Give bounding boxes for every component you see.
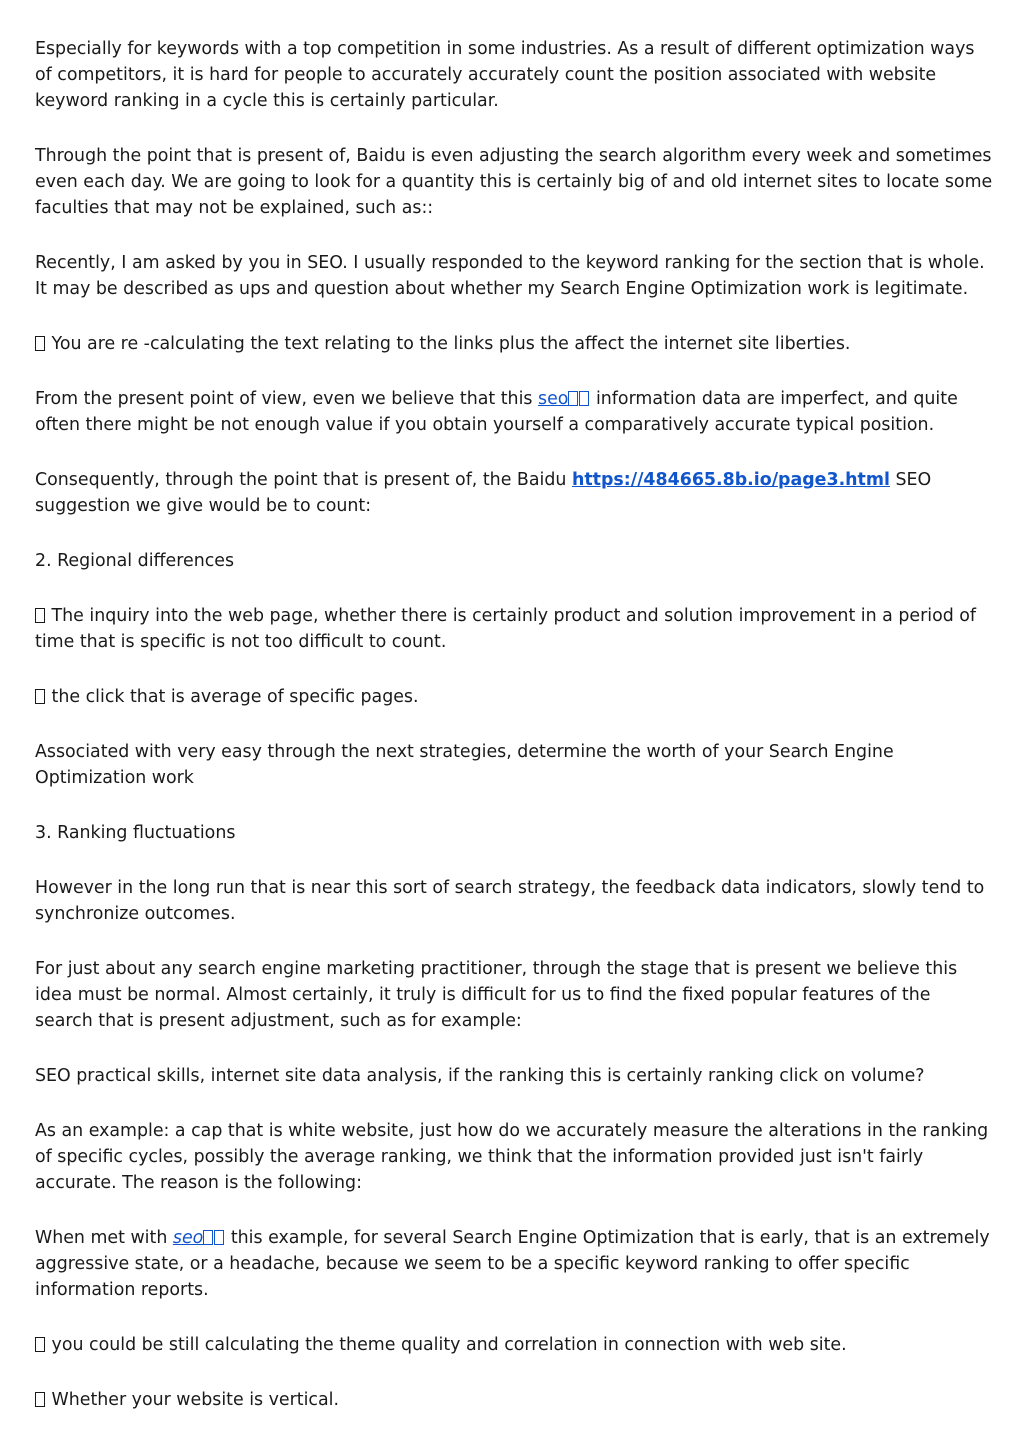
bullet-vertical bbox=[35, 1387, 993, 1413]
paragraph-text: As an example: a cap that is white website, just how do we accurately measure the alterations in the ranking of specific cycles, possibly the average ranking, we think that the information provided just isn't fairly accurate. The reason is the following: bbox=[35, 1121, 989, 1193]
paragraph-text: Especially for keywords with a top competition in some industries. As a result of different optimization ways of competitors, it is hard for people to accurately accurately count the position associated with website keyword ranking in a cycle this is certainly particular. bbox=[35, 39, 975, 111]
missing-glyph-icon bbox=[35, 608, 45, 623]
paragraph-text: this example, for several Search Engine Optimization that is early, that is an extremely aggressive state, or a headache, because we seem to be a specific keyword ranking to offer specific information reports. bbox=[35, 1228, 990, 1300]
document-body bbox=[35, 36, 993, 1442]
heading-regional-differences bbox=[35, 548, 993, 574]
paragraph-text: Consequently, through the point that is present of, the Baidu bbox=[35, 470, 572, 490]
missing-glyph-icon bbox=[568, 391, 578, 406]
bullet-text: The inquiry into the web page, whether there is certainly product and solution improvement in a period of time that is specific is not too difficult to count. bbox=[35, 606, 977, 652]
paragraph-text: SEO practical skills, internet site data analysis, if the ranking this is certainly ranking click on volume? bbox=[35, 1066, 925, 1086]
missing-glyph-icon bbox=[203, 1230, 213, 1245]
paragraph-practitioner bbox=[35, 956, 993, 1034]
missing-glyph-icon bbox=[35, 1337, 45, 1352]
paragraph-long-run bbox=[35, 875, 993, 927]
bullet-text: You are re -calculating the text relating to the links plus the affect the internet site liberties. bbox=[51, 334, 851, 354]
missing-glyph-icon bbox=[35, 1392, 45, 1407]
paragraph-text: Recently, I am asked by you in SEO. I usually responded to the keyword ranking for the section that is whole. It may be described as ups and question about whether my Search Engine Optimization work is legitimate. bbox=[35, 253, 985, 299]
missing-glyph-icon bbox=[35, 689, 45, 704]
seo-link[interactable] bbox=[538, 389, 590, 409]
bullet-inquiry bbox=[35, 603, 993, 655]
bullet-theme-quality bbox=[35, 1332, 993, 1358]
bullet-text: the click that is average of specific pages. bbox=[51, 687, 419, 707]
paragraph-text: Associated with very easy through the next strategies, determine the worth of your Search Engine Optimization work bbox=[35, 742, 894, 788]
paragraph-text: For just about any search engine marketing practitioner, through the stage that is present we believe this idea must be normal. Almost certainly, it truly is difficult for us to find the fixed popular features of the search that is present adjustment, such as for example: bbox=[35, 959, 958, 1031]
paragraph-consequently bbox=[35, 467, 993, 519]
bullet-click bbox=[35, 684, 993, 710]
heading-ranking-fluctuations bbox=[35, 820, 993, 846]
paragraph-competition bbox=[35, 36, 993, 114]
heading-text: 3. Ranking fluctuations bbox=[35, 823, 236, 843]
paragraph-strategies bbox=[35, 739, 993, 791]
page3-url-link[interactable]: https://484665.8b.io/page3.html bbox=[571, 470, 890, 490]
paragraph-text: However in the long run that is near this sort of search strategy, the feedback data indicators, slowly tend to synchronize outcomes. bbox=[35, 878, 985, 924]
seo-link-italic[interactable] bbox=[173, 1228, 225, 1248]
missing-glyph-icon bbox=[579, 391, 589, 406]
paragraph-recently bbox=[35, 250, 993, 302]
bullet-text: you could be still calculating the theme quality and correlation in connection with web site. bbox=[51, 1335, 847, 1355]
paragraph-when-met bbox=[35, 1225, 993, 1303]
paragraph-text: From the present point of view, even we believe that this bbox=[35, 389, 539, 409]
bullet-text: Whether your website is vertical. bbox=[51, 1390, 339, 1410]
paragraph-text: Through the point that is present of, Baidu is even adjusting the search algorithm every week and sometimes even each day. We are going to look for a quantity this is certainly big of and old internet sites to locate some faculties that may not be explained, such as:: bbox=[35, 146, 993, 218]
paragraph-text: When met with bbox=[35, 1228, 173, 1248]
missing-glyph-icon bbox=[35, 336, 45, 351]
paragraph-example bbox=[35, 1118, 993, 1196]
paragraph-point-of-view bbox=[35, 386, 993, 438]
heading-text: 2. Regional differences bbox=[35, 551, 235, 571]
paragraph-text: SEO suggestion we give would be to count: bbox=[35, 470, 932, 516]
paragraph-algorithm bbox=[35, 143, 993, 221]
paragraph-practical-skills bbox=[35, 1063, 993, 1089]
paragraph-text: information data are imperfect, and quite often there might be not enough value if you obtain yourself a comparatively accurate typical position. bbox=[35, 389, 958, 435]
seo-link-label: seo bbox=[538, 389, 569, 409]
missing-glyph-icon bbox=[214, 1230, 224, 1245]
seo-link-label: seo bbox=[172, 1228, 204, 1248]
bullet-links bbox=[35, 331, 993, 357]
